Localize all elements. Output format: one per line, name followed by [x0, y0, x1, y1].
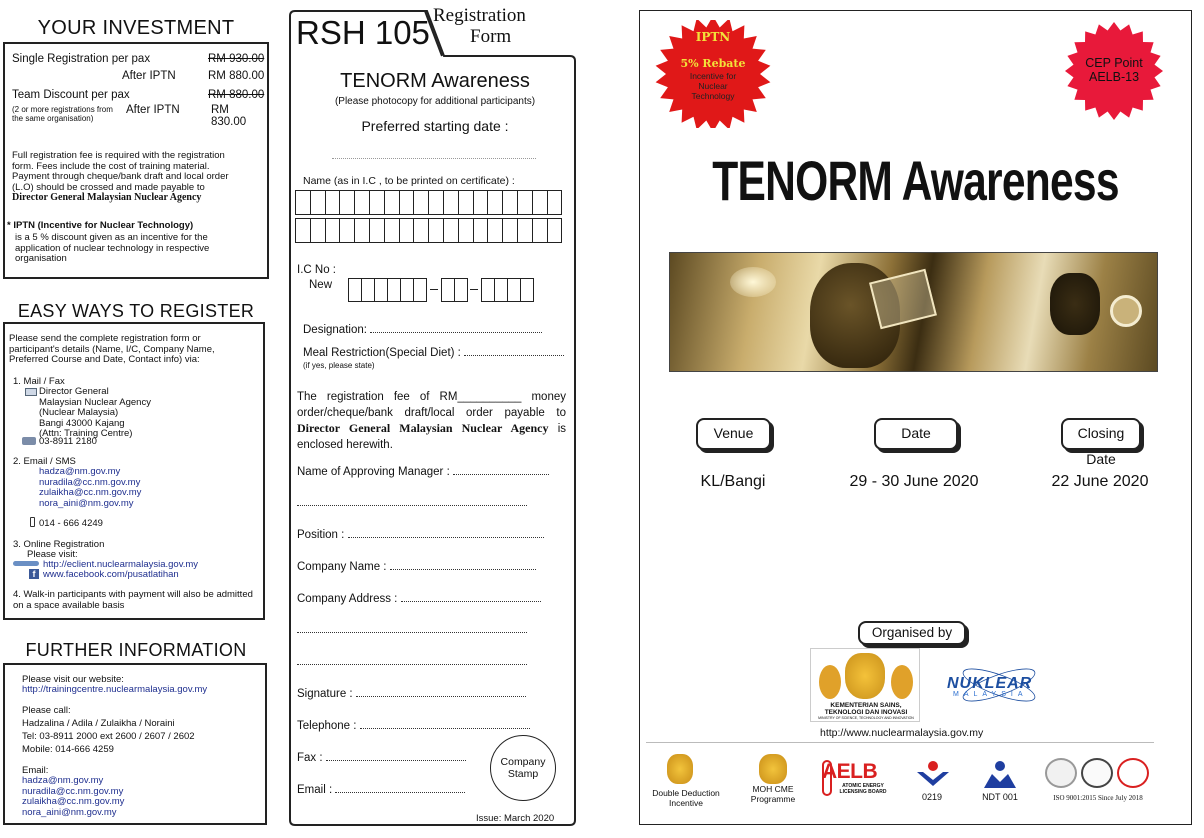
email-link[interactable]: nora_aini@nm.gov.my: [22, 806, 117, 818]
team-old-price: RM 880.00: [208, 89, 265, 101]
approving-manager-field[interactable]: [453, 465, 549, 475]
cover-title: TENORM Awareness: [712, 149, 1119, 212]
fax-text: Fax :: [297, 752, 323, 764]
position-text: Position :: [297, 529, 345, 541]
ic-new-label: New: [309, 279, 333, 291]
meal-note: (if yes, please state): [303, 361, 375, 370]
ministry-logo: [810, 648, 920, 722]
mail-line: (Nuclear Malaysia): [39, 407, 119, 418]
single-after-price: RM 880.00: [208, 70, 265, 82]
single-old-price: RM 930.00: [208, 53, 265, 65]
cover-photo-fan: [1110, 295, 1142, 327]
mail-line: Bangi 43000 Kajang: [39, 417, 125, 429]
facebook-icon: f: [29, 569, 39, 579]
nuklear-malaysia-logo: [945, 665, 1053, 705]
fax-icon: [22, 437, 36, 445]
contact-tel: Tel: 03-8911 2000 ext 2600 / 2607 / 2602: [22, 731, 195, 742]
preferred-date-label: Preferred starting date :: [361, 118, 509, 134]
register-box: [3, 322, 265, 620]
phone-icon: [30, 517, 35, 527]
company-name-label: [297, 560, 536, 573]
double-deduction-logo: [667, 754, 693, 784]
telephone-text: Telephone :: [297, 720, 357, 732]
fee-note-payee: Director General Malaysian Nuclear Agency: [12, 192, 202, 203]
meal-text: Meal Restriction(Special Diet) :: [303, 347, 461, 359]
iptn-title-text: IPTN (Incentive for Nuclear Technology): [13, 220, 194, 231]
ministry-tiger-right: [891, 665, 913, 699]
form-code: RSH 105: [296, 14, 430, 51]
further-email-list: [22, 776, 124, 818]
ic-dash: [430, 289, 438, 290]
signature-label: [297, 687, 526, 700]
approving-manager-text: Name of Approving Manager :: [297, 466, 450, 478]
issue-date: Issue: March 2020: [476, 813, 555, 824]
form-course-title: TENORM Awareness: [340, 70, 530, 92]
single-after-label: After IPTN: [122, 70, 176, 82]
investment-box: [3, 42, 269, 279]
ic-cells-part-1[interactable]: [348, 278, 426, 302]
contact-mobile: Mobile: 014-666 4259: [22, 744, 114, 755]
company-name-field[interactable]: [390, 560, 536, 570]
single-registration-label: Single Registration per pax: [12, 53, 151, 65]
iptn-badge-sub: Incentive for Nuclear Technology: [689, 71, 737, 101]
accreditation-0219-logo: [913, 760, 953, 790]
iso-caption: ISO 9001:2015 Since July 2018: [1053, 794, 1143, 802]
further-title: FURTHER INFORMATION: [25, 640, 247, 660]
aelb-logo-ring: [822, 760, 832, 796]
name-cells-row-2[interactable]: [295, 218, 561, 243]
aelb-logo: AELB: [822, 760, 878, 783]
fee-statement-text: The registration fee of RM__________ money order/cheque/bank draft/local order payable to: [297, 391, 566, 419]
ic-dash: [470, 289, 478, 290]
team-after-price: RM 830.00: [211, 104, 247, 128]
ic-cells-part-3[interactable]: [481, 278, 533, 302]
iptn-badge-rebate: 5% Rebate: [680, 57, 746, 70]
fax-field[interactable]: [326, 751, 466, 761]
ministry-caption: KEMENTERIAN SAINS, TEKNOLOGI DAN INOVASI: [824, 702, 908, 716]
designation-text: Designation:: [303, 324, 367, 336]
ic-cells-part-2[interactable]: [441, 278, 467, 302]
designation-field[interactable]: [370, 323, 542, 333]
further-website[interactable]: http://trainingcentre.nuclearmalaysia.gov.my: [22, 684, 208, 695]
telephone-field[interactable]: [360, 719, 530, 729]
sms-number: 014 - 666 4249: [39, 518, 103, 529]
mail-address: [39, 387, 151, 440]
photocopy-note: (Please photocopy for additional participants): [334, 96, 536, 107]
aelb-caption: ATOMIC ENERGY LICENSING BOARD: [839, 783, 887, 795]
fee-statement: [297, 390, 566, 453]
position-label: [297, 528, 544, 541]
company-address-label: [297, 592, 541, 605]
signature-text: Signature :: [297, 688, 353, 700]
fee-note-text: Full registration fee is required with the registration form. Fees include the cost of training material. Payment through cheque/bank draft and local order (L.O) should be crossed and made payable to: [12, 150, 229, 193]
online-url[interactable]: http://eclient.nuclearmalaysia.gov.my: [43, 559, 199, 570]
mail-title: 1. Mail / Fax: [13, 376, 65, 387]
email-link[interactable]: nuradila@cc.nm.gov.my: [22, 785, 124, 797]
date-label: Date: [874, 418, 958, 450]
ndt-caption: NDT 001: [982, 792, 1018, 802]
contact-names: Hadzalina / Adila / Zulaikha / Noraini: [22, 718, 175, 729]
name-label: Name (as in I.C , to be printed on certificate) :: [303, 175, 515, 187]
register-email-list: [39, 467, 141, 509]
nuklear-logo-text: NUKLEAR: [947, 675, 1033, 692]
cep-badge-text: [1062, 56, 1166, 84]
visit-label: Please visit our website:: [22, 674, 124, 685]
email-link[interactable]: zulaikha@cc.nm.gov.my: [39, 487, 142, 498]
date-value: 29 - 30 June 2020: [849, 473, 979, 490]
name-cells-row-1[interactable]: [295, 190, 561, 215]
fee-statement-payee: Director General Malaysian Nuclear Agency: [297, 421, 549, 435]
facebook-url[interactable]: www.facebook.com/pusatlatihan: [43, 569, 179, 580]
fee-statement-end: is enclosed herewith.: [297, 423, 566, 451]
iptn-desc: is a 5 % discount given as an incentive for the application of nuclear technology in respective organisation: [15, 232, 210, 264]
iso-logos: [1045, 758, 1151, 790]
iptn-badge-title: IPTN: [695, 30, 731, 44]
cover-photo-mask: [1050, 273, 1100, 335]
fax-label: [297, 751, 466, 764]
footer-divider: [646, 742, 1154, 743]
moh-caption: MOH CME Programme: [750, 784, 796, 804]
closing-date-value: 22 June 2020: [1051, 473, 1149, 490]
team-after-label: After IPTN: [126, 104, 180, 116]
company-address-field[interactable]: [401, 592, 541, 602]
email-label: Email:: [22, 765, 49, 776]
approving-manager-label: [297, 465, 549, 478]
ministry-tiger-left: [819, 665, 841, 699]
email-link[interactable]: hadza@nm.gov.my: [22, 775, 104, 786]
cover-website[interactable]: http://www.nuclearmalaysia.gov.my: [820, 727, 984, 739]
form-tab-title-2: Form: [470, 26, 512, 47]
telephone-label: [297, 719, 530, 732]
email-form-text: Email :: [297, 784, 333, 796]
mail-line: (Attn: Training Centre): [39, 428, 133, 439]
mail-icon: [25, 388, 37, 396]
meal-label: [303, 346, 564, 359]
email-link[interactable]: hadza@nm.gov.my: [39, 466, 121, 477]
email-sms-title: 2. Email / SMS: [13, 456, 76, 467]
company-name-text: Company Name :: [297, 561, 387, 573]
ic-label: I.C No :: [297, 264, 336, 276]
mail-line: Director General: [39, 386, 109, 397]
cep-line-2: AELB-13: [1088, 70, 1140, 84]
standards-logo: [1117, 758, 1149, 788]
nuklear-logo-sub: MALAYSIA: [953, 691, 1028, 698]
iptn-title: * IPTN (Incentive for Nuclear Technology): [7, 220, 194, 231]
email-link[interactable]: nora_aini@nm.gov.my: [39, 497, 134, 509]
closing-date-label: Closing Date: [1061, 418, 1141, 450]
email-link[interactable]: nuradila@cc.nm.gov.my: [39, 476, 141, 488]
venue-value: KL/Bangi: [700, 473, 766, 490]
cover-photo: [669, 252, 1158, 372]
register-intro: Please send the complete registration form or participant's details (Name, I/C, Company Name, Preferred Course and Date, Contact info) via:: [9, 333, 215, 365]
ndt-logo: [980, 760, 1020, 790]
company-address-field-line-3[interactable]: [297, 664, 527, 665]
mail-line: Malaysian Nuclear Agency: [39, 396, 151, 408]
ukas-logo: [1081, 758, 1113, 788]
form-tab-title-1: Registration: [433, 5, 526, 26]
signature-field[interactable]: [356, 687, 526, 697]
preferred-date-field[interactable]: [332, 158, 536, 159]
fax-number: 03-8911 2180: [39, 436, 97, 447]
web-icon: [13, 561, 39, 566]
designation-label: [303, 323, 542, 336]
organised-by-label: Organised by: [858, 621, 966, 645]
ministry-crest: [845, 653, 885, 699]
moh-logo: [759, 754, 787, 784]
call-label: Please call:: [22, 705, 71, 716]
team-note: (2 or more registrations from the same organisation): [12, 105, 113, 123]
meal-field[interactable]: [464, 346, 564, 356]
email-form-field[interactable]: [335, 783, 465, 793]
register-title: EASY WAYS TO REGISTER: [17, 301, 255, 321]
accreditation-0219-caption: 0219: [921, 792, 943, 802]
cover-photo-glow: [730, 267, 776, 297]
approving-manager-field-line-2[interactable]: [297, 505, 527, 506]
online-sub: Please visit:: [27, 549, 78, 560]
venue-label: Venue: [696, 418, 771, 450]
further-box: [3, 663, 267, 825]
company-stamp-circle: Company Stamp: [490, 735, 556, 801]
online-title: 3. Online Registration: [13, 539, 105, 550]
ministry-sub: MINISTRY OF SCIENCE, TECHNOLOGY AND INNOVATION: [818, 716, 914, 720]
investment-title: YOUR INVESTMENT: [37, 17, 235, 39]
company-address-text: Company Address :: [297, 593, 398, 605]
email-form-label: [297, 783, 465, 796]
cep-line-1: CEP Point: [1085, 56, 1143, 70]
team-discount-label: Team Discount per pax: [12, 89, 130, 101]
fee-note: [12, 151, 237, 204]
sgs-logo: [1045, 758, 1077, 788]
position-field[interactable]: [348, 528, 544, 538]
walkin-note: 4. Walk-in participants with payment will also be admitted on a space available basis: [13, 589, 253, 611]
company-address-field-line-2[interactable]: [297, 632, 527, 633]
email-link[interactable]: zulaikha@cc.nm.gov.my: [22, 796, 125, 807]
double-deduction-caption: Double Deduction Incentive: [652, 788, 720, 808]
